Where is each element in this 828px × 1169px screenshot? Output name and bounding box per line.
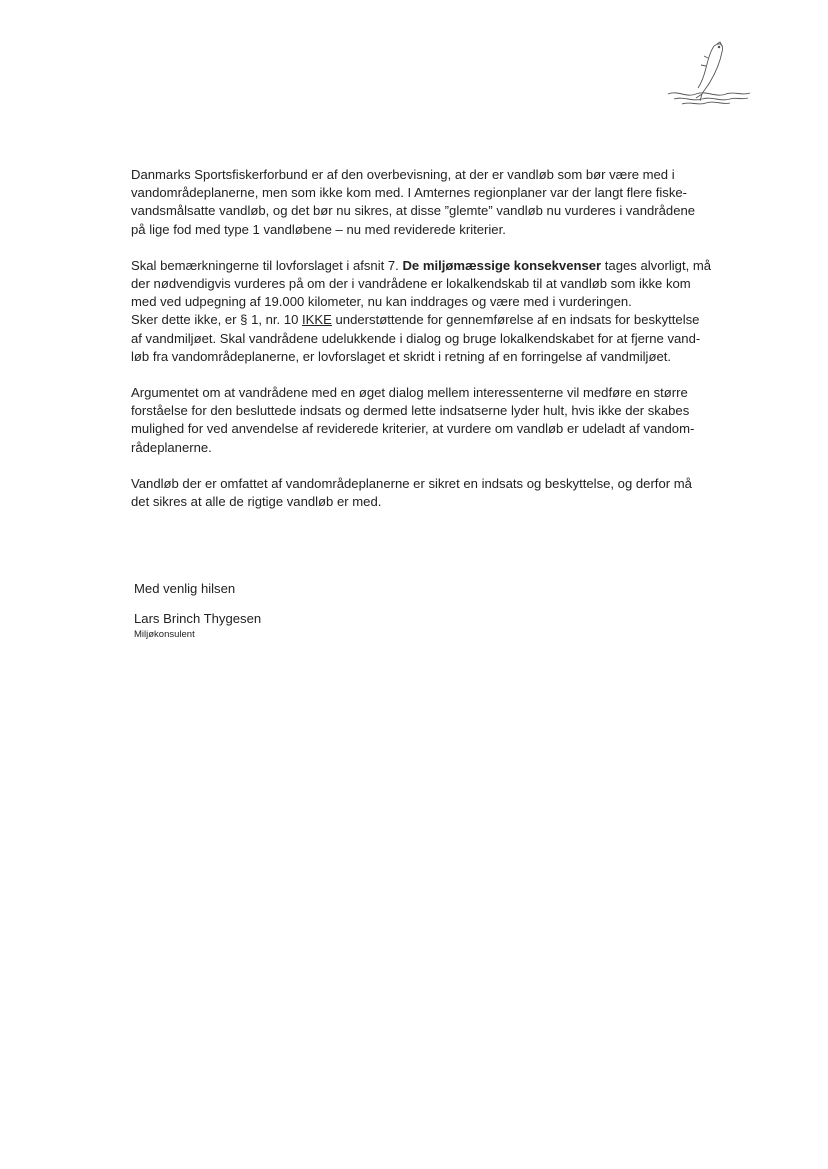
text-run: Sker dette ikke, er § 1, nr. 10 [131, 312, 303, 328]
text-line: Vandløb der er omfattet af vandområdeplanerne er sikret en indsats og beskyttelse, og derfor må [131, 475, 692, 491]
text-line: mulighed for ved anvendelse af reviderede kriterier, at vurdere om vandløb er udeladt af vandom- [131, 421, 695, 437]
text-line: det sikres at alle de rigtige vandløb er med. [131, 494, 382, 510]
underlined-emphasis: IKKE [302, 312, 332, 328]
signer-name: Lars Brinch Thygesen [134, 611, 262, 626]
signature-block [134, 580, 261, 641]
signer-title: Miljøkonsulent [134, 629, 195, 640]
closing-salutation: Med venlig hilsen [134, 581, 236, 596]
text-line: løb fra vandområdeplanerne, er lovforslaget et skridt i retning af en forringelse af vandmiljøet. [131, 348, 672, 364]
paragraph-3 [131, 384, 731, 457]
text-line [131, 257, 731, 275]
text-line: Argumentet om at vandrådene med en øget dialog mellem interessenterne vil medføre en større [131, 385, 688, 401]
text-line: af vandmiljøet. Skal vandrådene udelukkende i dialog og bruge lokalkendskabet for at fjerne vand- [131, 330, 701, 346]
text-line: vandområdeplanerne, men som ikke kom med. I Amternes regionplaner var der langt flere fiske- [131, 185, 688, 201]
text-run: Skal bemærkningerne til lovforslaget i afsnit 7. [131, 257, 403, 273]
leaping-fish-logo-icon [664, 38, 754, 108]
text-line: der nødvendigvis vurderes på om der i vandrådene er lokalkendskab til at vandløb som ikke kom [131, 276, 691, 292]
text-line: rådeplanerne. [131, 439, 212, 455]
text-run: tages alvorligt, må [601, 257, 712, 273]
paragraph-2 [131, 257, 731, 366]
text-line: på lige fod med type 1 vandløbene – nu med reviderede kriterier. [131, 221, 506, 237]
letter-body [131, 166, 731, 529]
paragraph-1 [131, 166, 731, 239]
text-line: Danmarks Sportsfiskerforbund er af den overbevisning, at der er vandløb som bør være med i [131, 167, 675, 182]
text-line: med ved udpegning af 19.000 kilometer, nu kan inddrages og være med i vurderingen. [131, 294, 632, 310]
bold-heading-reference: De miljømæssige konsekvenser [402, 257, 602, 273]
text-line [131, 311, 731, 329]
text-run: understøttende for gennemførelse af en indsats for beskyttelse [331, 312, 700, 328]
paragraph-4 [131, 475, 731, 511]
text-line: vandsmålsatte vandløb, og det bør nu sikres, at disse ”glemte” vandløb nu vurderes i vandrådene [131, 203, 696, 219]
text-line: forståelse for den besluttede indsats og dermed lette indsatserne lyder hult, hvis ikke der skabes [131, 403, 690, 419]
